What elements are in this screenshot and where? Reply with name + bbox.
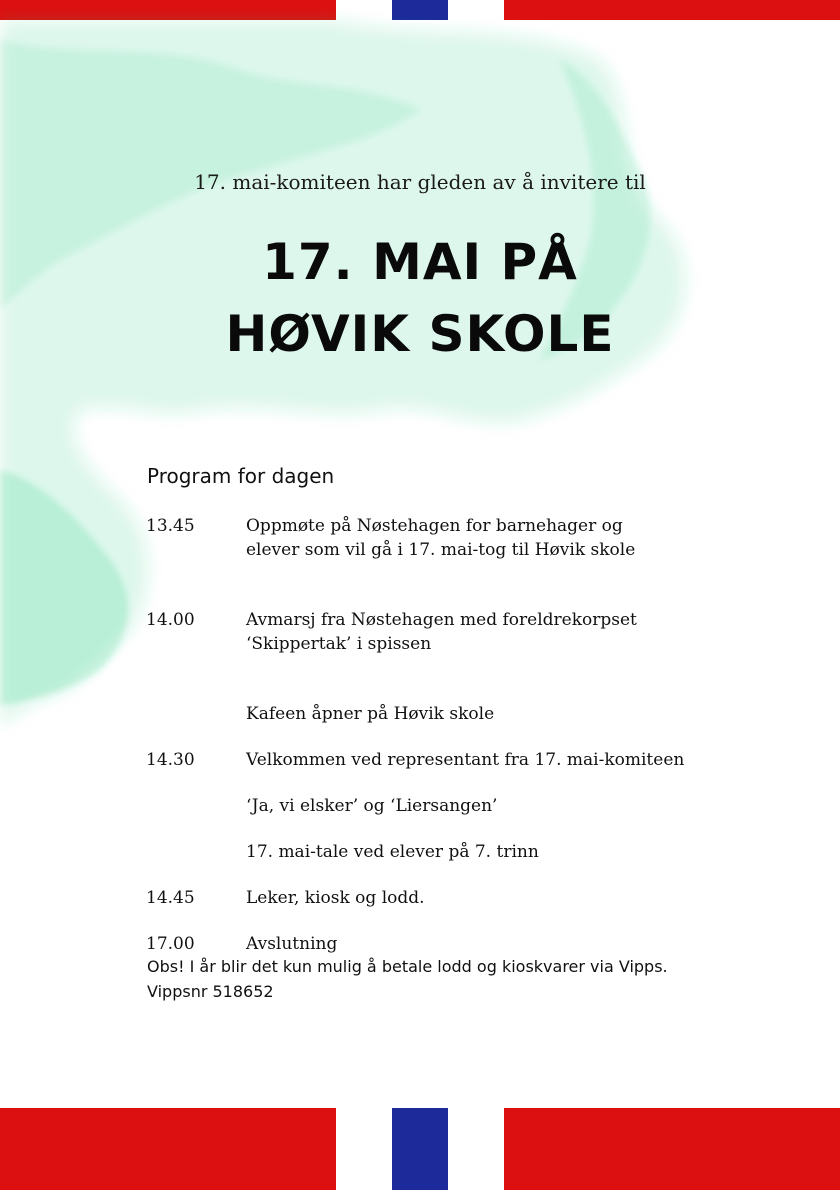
- program-item-line: ‘Skippertak’ i spissen: [246, 634, 432, 654]
- program-item-line: elever som vil gå i 17. mai-tog til Høvik skole: [246, 540, 636, 560]
- program-item: [146, 748, 766, 772]
- program-item: [146, 608, 766, 656]
- program-item-description: [246, 608, 766, 656]
- program-item-line: ‘Ja, vi elsker’ og ‘Liersangen’: [246, 796, 498, 816]
- flag-band-red: [0, 0, 336, 20]
- program-item: [146, 514, 766, 562]
- payment-note: [147, 954, 767, 1004]
- program-item-line: Leker, kiosk og lodd.: [246, 888, 425, 908]
- flag-band-red: [0, 1108, 336, 1190]
- flag-band-blue: [392, 0, 448, 20]
- program-item-line: Avslutning: [246, 934, 338, 954]
- flag-band-red: [504, 0, 840, 20]
- program-item-line: Kafeen åpner på Høvik skole: [246, 704, 495, 724]
- intro-text: 17. mai-komiteen har gleden av å invitere til: [194, 170, 646, 194]
- program-item-time: 14.00: [146, 610, 195, 630]
- program-item-line: Avmarsj fra Nøstehagen med foreldrekorpset: [246, 610, 637, 630]
- program-list: [146, 514, 766, 956]
- flag-band-red: [504, 1108, 840, 1190]
- program-item-description: [246, 794, 766, 818]
- flag-stripe-top: [0, 0, 840, 20]
- program-item-description: [246, 702, 766, 726]
- flag-stripe-bottom: [0, 1108, 840, 1190]
- payment-note-line: Obs! I år blir det kun mulig å betale lodd og kioskvarer via Vipps.: [147, 957, 668, 976]
- program-item-time: 14.30: [146, 750, 195, 770]
- program-item: [146, 840, 766, 864]
- program-item-line: Velkommen ved representant fra 17. mai-komiteen: [246, 750, 685, 770]
- program-item-line: 17. mai-tale ved elever på 7. trinn: [246, 842, 539, 862]
- title-line-2: HØVIK SKOLE: [225, 305, 615, 363]
- program-item: [146, 702, 766, 726]
- program-heading: Program for dagen: [147, 464, 335, 488]
- page-title: [0, 226, 840, 370]
- program-item: [146, 886, 766, 910]
- program-item-description: [246, 932, 766, 956]
- flag-band-white: [336, 1108, 392, 1190]
- program-item-description: [246, 840, 766, 864]
- program-item: [146, 932, 766, 956]
- flag-band-white: [448, 1108, 504, 1190]
- flag-band-white: [336, 0, 392, 20]
- program-item-description: [246, 886, 766, 910]
- title-line-1: 17. MAI PÅ: [262, 233, 578, 291]
- program-item-description: [246, 748, 766, 772]
- flag-band-white: [448, 0, 504, 20]
- program-item-time: 13.45: [146, 516, 195, 536]
- flag-band-blue: [392, 1108, 448, 1190]
- program-item-time: 14.45: [146, 888, 195, 908]
- vipps-number: Vippsnr 518652: [147, 982, 274, 1001]
- program-item-description: [246, 514, 766, 562]
- program-item: [146, 794, 766, 818]
- program-item-time: 17.00: [146, 934, 195, 954]
- program-item-line: Oppmøte på Nøstehagen for barnehager og: [246, 516, 623, 536]
